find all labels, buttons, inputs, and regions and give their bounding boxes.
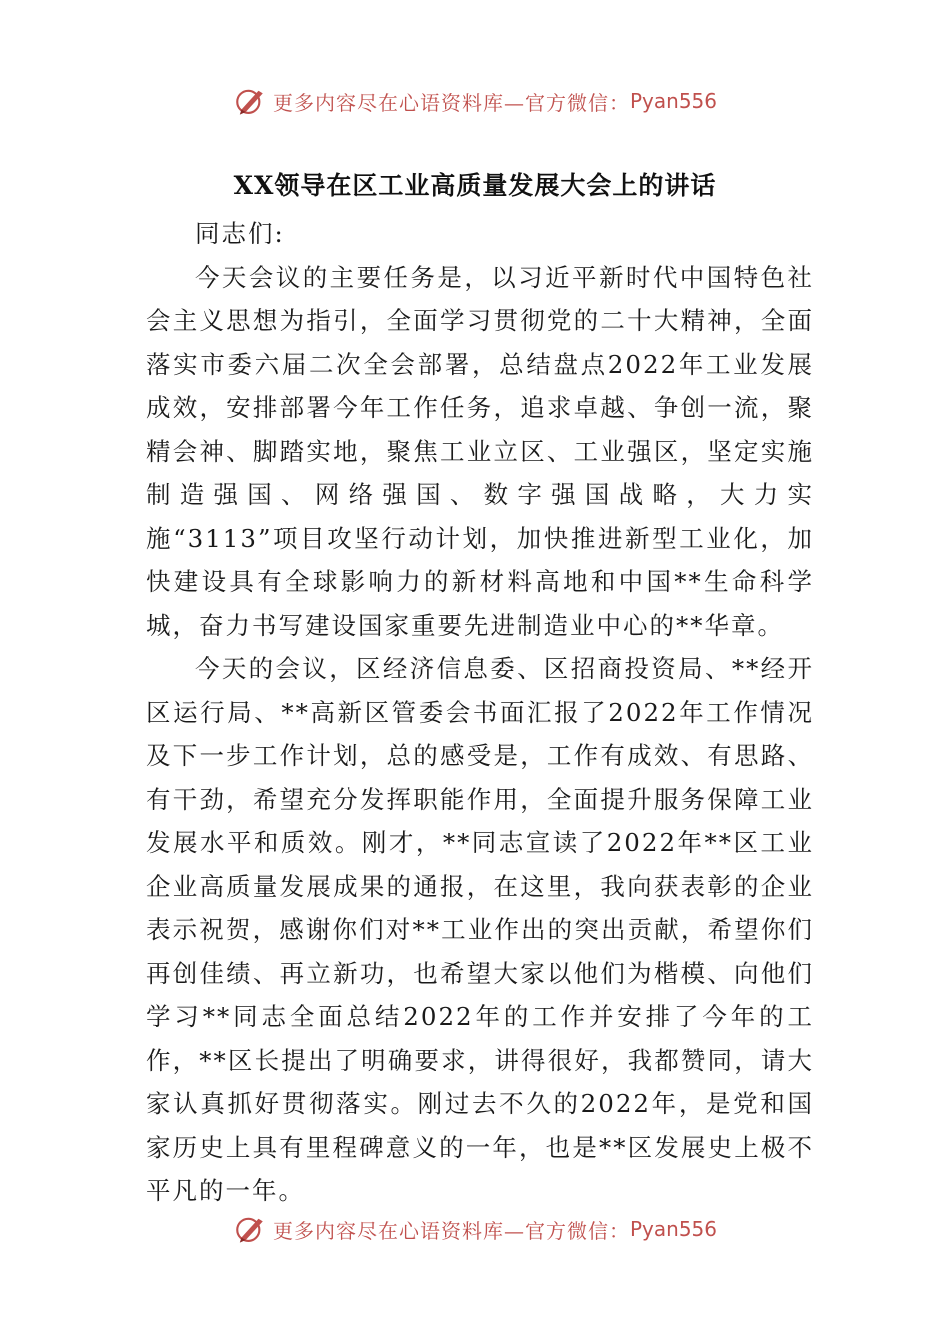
watermark-wechat-id: Pyan556 [629,89,717,113]
salutation: 同志们: [195,219,285,248]
document-body [146,212,814,1213]
watermark-text: 更多内容尽在心语资料库—官方微信： [272,90,630,115]
watermark-header [0,84,950,118]
watermark-footer [0,1212,950,1246]
watermark-wechat-id: Pyan556 [629,1217,717,1241]
pen-logo-icon [233,84,267,118]
watermark-text: 更多内容尽在心语资料库—官方微信： [272,1218,630,1243]
document-title: XX领导在区工业高质量发展大会上的讲话 [233,171,717,200]
paragraph: 今天的会议，区经济信息委、区招商投资局、**经开区运行局、**高新区管委会书面汇报了2022年工作情况及下一步工作计划，总的感受是，工作有成效、有思路、有干劲，希望充分发挥职能作用，全面提升服务保障工业发展水平和质效。刚才，**同志宣读了2022年**区工业企业高质量发展成果的通报，在这里，我向获表彰的企业表示祝贺，感谢你们对**工业作出的突出贡献，希望你们再创佳绩、再立新功，也希望大家以他们为楷模、向他们学习**同志全面总结2022年的工作并安排了今年的工作，**区长提出了明确要求，讲得很好，我都赞同，请大家认真抓好贯彻落实。刚过去不久的2022年，是党和国家历史上具有里程碑意义的一年，也是**区发展史上极不平凡的一年。 [146,654,814,1205]
pen-logo-icon [233,1212,267,1246]
paragraph: 今天会议的主要任务是，以习近平新时代中国特色社会主义思想为指引，全面学习贯彻党的二十大精神，全面落实市委六届二次全会部署，总结盘点2022年工业发展成效，安排部署今年工作任务，追求卓越、争创一流，聚精会神、脚踏实地，聚焦工业立区、工业强区，坚定实施制造强国、网络强国、数字强国战略，大力实施“3113”项目攻坚行动计划，加快推进新型工业化，加快建设具有全球影响力的新材料高地和中国**生命科学城，奋力书写建设国家重要先进制造业中心的**华章。 [146,262,814,640]
